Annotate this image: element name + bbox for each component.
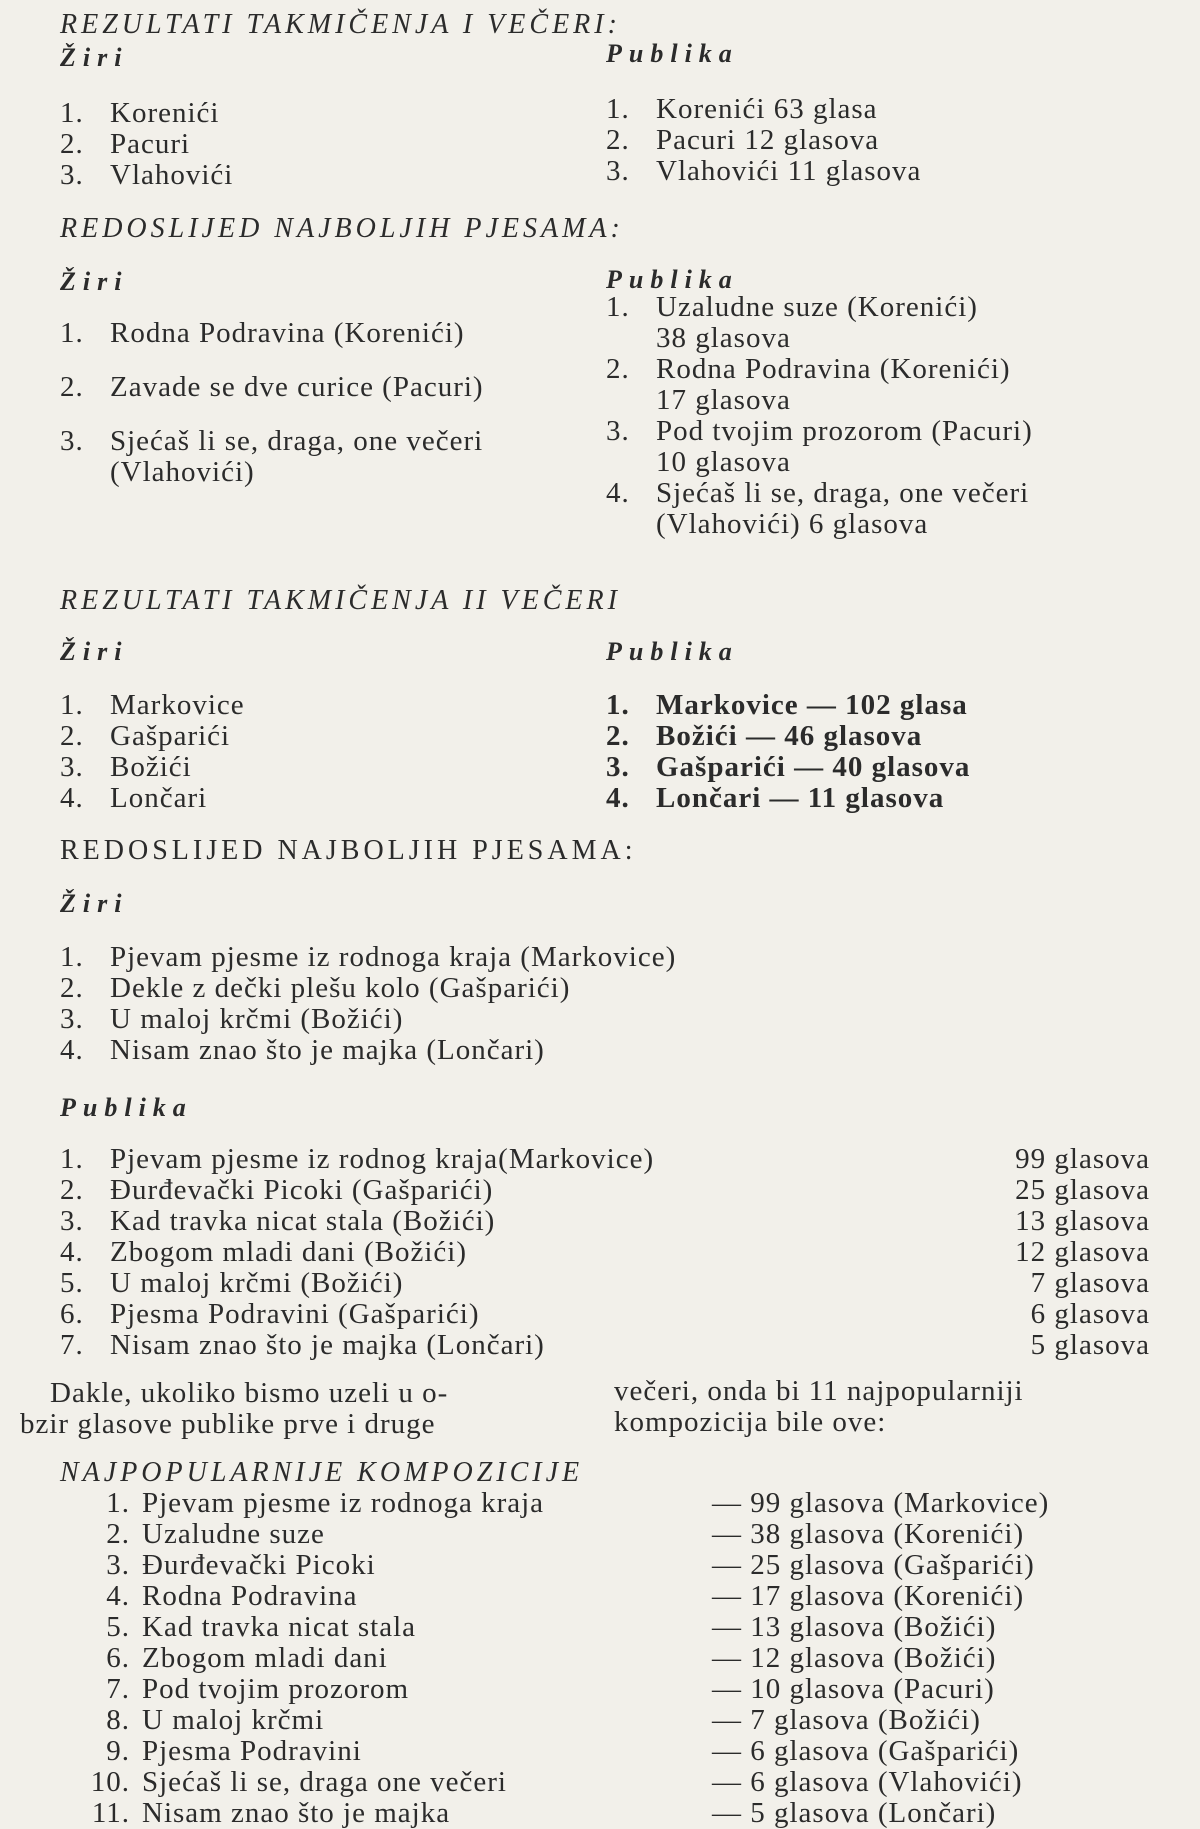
list-item: 1. Korenići 63 glasa [606,93,878,125]
paragraph-left [20,1378,580,1440]
table-row: 11. Nisam znao što je majka — 5 glasova (Lončari) [91,1797,997,1829]
night2-public-list [606,690,1146,814]
popular-heading: NAJPOPULARNIJE KOMPOZICIJE [60,1457,584,1488]
table-row: 9. Pjesma Podravini — 6 glasova (Gašparići) [106,1735,1020,1767]
night2-jury-list [60,690,580,814]
paragraph-line: večeri, onda bi 11 najpopularniji [614,1375,1024,1407]
table-row: 1. Pjevam pjesme iz rodnog kraja(Markovice) 99 glasova [60,1143,1150,1175]
list-item: 2. Zavade se dve curice (Pacuri) [60,371,484,403]
table-row: 1. Pjevam pjesme iz rodnoga kraja — 99 glasova (Markovice) [106,1487,1050,1519]
night1-public-list [606,94,1146,187]
night1-songs-jury-label: Žiri [60,267,129,296]
night2-jury-label: Žiri [60,637,129,666]
popular-list [60,1488,1150,1829]
table-row: 6. Zbogom mladi dani — 12 glasova (Božići) [106,1642,997,1674]
table-row: 4. Rodna Podravina — 17 glasova (Korenići) [106,1580,1025,1612]
night2-songs-jury-list [60,942,1060,1066]
paragraph-line: kompozicija bile ove: [614,1406,887,1438]
table-row: 4. Zbogom mladi dani (Božići) 12 glasova [60,1236,1150,1268]
list-item: 4. Lončari — 11 glasova [606,782,945,814]
list-item: 3. Vlahovići 11 glasova [606,155,922,187]
list-item: 1. Markovice [60,689,245,721]
table-row: 7. Pod tvojim prozorom — 10 glasova (Pacuri) [106,1673,995,1705]
list-item: 3. Gašparići — 40 glasova [606,751,971,783]
list-item: 3. Pod tvojim prozorom (Pacuri) 10 glasova [606,415,1033,478]
night2-songs-jury-label: Žiri [60,889,129,918]
list-item: 3. Vlahovići [60,159,234,191]
night2-heading: REZULTATI TAKMIČENJA II VEČERI [60,585,621,616]
night1-songs-heading: REDOSLIJED NAJBOLJIH PJESAMA: [60,213,624,244]
paragraph-line: Dakle, ukoliko bismo uzeli u o- [50,1377,449,1409]
night1-jury-label: Žiri [60,43,129,72]
night1-songs-public-list [606,292,1152,540]
table-row: 2. Đurđevački Picoki (Gašparići) 25 glasova [60,1174,1150,1206]
list-item: 4. Nisam znao što je majka (Lončari) [60,1034,545,1066]
table-row: 5. U maloj krčmi (Božići) 7 glasova [60,1267,1150,1299]
list-item: 1. Uzaludne suze (Korenići) 38 glasova [606,291,978,354]
list-item: 1. Rodna Podravina (Korenići) [60,317,465,349]
night1-songs-jury-list [60,318,600,488]
table-row: 8. U maloj krčmi — 7 glasova (Božići) [106,1704,981,1736]
table-row: 10. Sjećaš li se, draga one večeri — 6 glasova (Vlahovići) [90,1766,1023,1798]
paragraph-right [614,1376,1154,1438]
night2-songs-heading: REDOSLIJED NAJBOLJIH PJESAMA: [60,835,637,866]
list-item: 1. Pjevam pjesme iz rodnoga kraja (Markovice) [60,941,677,973]
list-item: 2. Gašparići [60,720,231,752]
table-row: 3. Kad travka nicat stala (Božići) 13 glasova [60,1205,1150,1237]
list-item: 2. Pacuri 12 glasova [606,124,880,156]
night1-jury-list [60,98,580,191]
table-row: 3. Đurđevački Picoki — 25 glasova (Gašparići) [106,1549,1035,1581]
table-row: 5. Kad travka nicat stala — 13 glasova (Božići) [106,1611,997,1643]
paragraph-line: bzir glasove publike prve i druge [20,1408,436,1440]
list-item: 4. Sjećaš li se, draga, one večeri (Vlahovići) 6 glasova [606,477,1030,540]
list-item: 1. Markovice — 102 glasa [606,689,968,721]
list-item: 2. Pacuri [60,128,191,160]
list-item: 3. U maloj krčmi (Božići) [60,1003,404,1035]
list-item: 1. Korenići [60,97,220,129]
list-item: 2. Dekle z dečki plešu kolo (Gašparići) [60,972,571,1004]
list-item: 2. Rodna Podravina (Korenići) 17 glasova [606,353,1011,416]
list-item: 3. Božići [60,751,192,783]
night1-public-label: Publika [606,39,739,68]
night2-songs-public-label: Publika [60,1093,193,1122]
table-row: 7. Nisam znao što je majka (Lončari) 5 glasova [60,1329,1150,1361]
table-row: 6. Pjesma Podravini (Gašparići) 6 glasova [60,1298,1150,1330]
list-item: 3. Sjećaš li se, draga, one večeri (Vlahovići) [60,425,484,488]
night2-public-label: Publika [606,637,739,666]
list-item: 2. Božići — 46 glasova [606,720,923,752]
list-item: 4. Lončari [60,782,208,814]
table-row: 2. Uzaludne suze — 38 glasova (Korenići) [106,1518,1025,1550]
night1-songs-public-label: Publika [606,265,739,294]
night1-heading: REZULTATI TAKMIČENJA I VEČERI: [60,9,621,40]
night2-songs-public-list [60,1144,1150,1361]
